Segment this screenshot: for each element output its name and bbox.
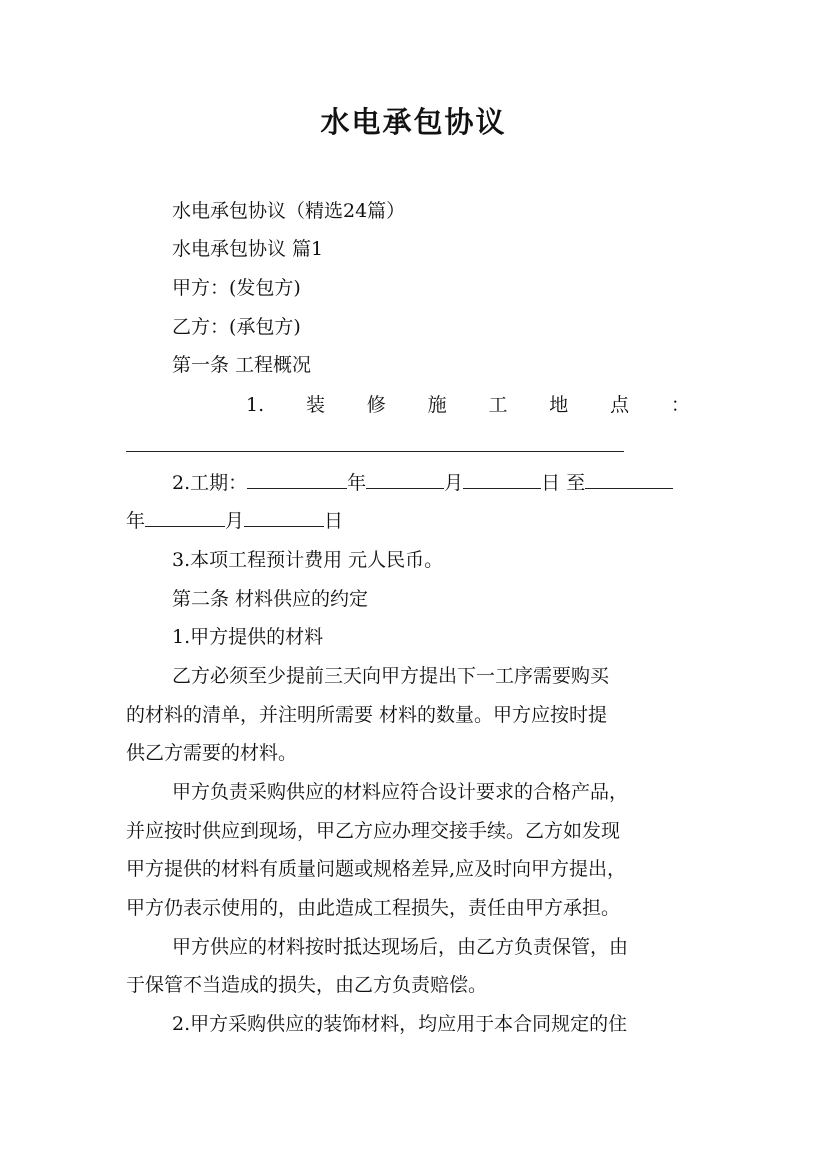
month-label: 月 [444, 472, 464, 494]
paragraph-line: 甲方负责采购供应的材料应符合设计要求的合格产品， [172, 781, 629, 803]
article-2-heading: 第二条 材料供应的约定 [172, 588, 369, 610]
document-title: 水电承包协议 [320, 105, 507, 139]
paragraph-line: 甲方仍表示使用的，由此造成工程损失，责任由甲方承担。 [126, 897, 621, 919]
day-label: 日 [541, 472, 561, 494]
site-address-char: 点 [610, 394, 630, 416]
site-address-line [246, 392, 690, 418]
article-1-heading: 第一条 工程概况 [172, 354, 312, 376]
site-address-char: 工 [488, 394, 508, 416]
start-year-blank [247, 470, 347, 489]
sub-heading-1: 1.甲方提供的材料 [172, 626, 324, 648]
to-label: 至 [566, 472, 586, 494]
site-address-blank [126, 451, 624, 452]
site-address-char: 施 [427, 394, 447, 416]
paragraph-line: 甲方提供的材料有质量问题或规格差异,应及时向甲方提出， [126, 858, 627, 880]
site-address-num: 1. [246, 394, 265, 416]
paragraph-line: 乙方必须至少提前三天向甲方提出下一工序需要购买 [172, 665, 610, 687]
paragraph-line: 供乙方需要的材料。 [126, 742, 298, 764]
end-month-blank [145, 508, 225, 527]
subtitle-line: 水电承包协议（精选24篇） [172, 200, 406, 222]
paragraph-line: 的材料的清单，并注明所需要 材料的数量。甲方应按时提 [126, 704, 608, 726]
site-address-char: 地 [549, 394, 569, 416]
year-label: 年 [347, 472, 367, 494]
end-year-blank [585, 470, 673, 489]
end-day-blank [244, 508, 324, 527]
party-b-line: 乙方：(承包方) [172, 316, 301, 338]
site-address-colon: ： [670, 394, 690, 416]
paragraph-line: 甲方供应的材料按时抵达现场后，由乙方负责保管，由 [172, 936, 629, 958]
section-heading: 水电承包协议 篇1 [172, 238, 324, 260]
year-label: 年 [126, 510, 146, 532]
duration-line [172, 470, 704, 496]
party-a-line: 甲方：(发包方) [172, 277, 301, 299]
paragraph-line: 于保管不当造成的损失，由乙方负责赔偿。 [126, 974, 488, 996]
duration-label: 2.工期： [172, 472, 248, 494]
month-label: 月 [225, 510, 245, 532]
paragraph-line: 并应按时供应到现场，甲乙方应办理交接手续。乙方如发现 [126, 820, 621, 842]
site-address-char: 装 [305, 394, 325, 416]
paragraph-line: 2.甲方采购供应的装饰材料，均应用于本合同规定的住 [172, 1013, 628, 1035]
site-address-char: 修 [366, 394, 386, 416]
start-month-blank [366, 470, 444, 489]
cost-line: 3.本项工程预计费用 元人民币。 [172, 549, 444, 571]
day-label: 日 [324, 510, 344, 532]
duration-line-cont [126, 508, 704, 534]
start-day-blank [463, 470, 541, 489]
